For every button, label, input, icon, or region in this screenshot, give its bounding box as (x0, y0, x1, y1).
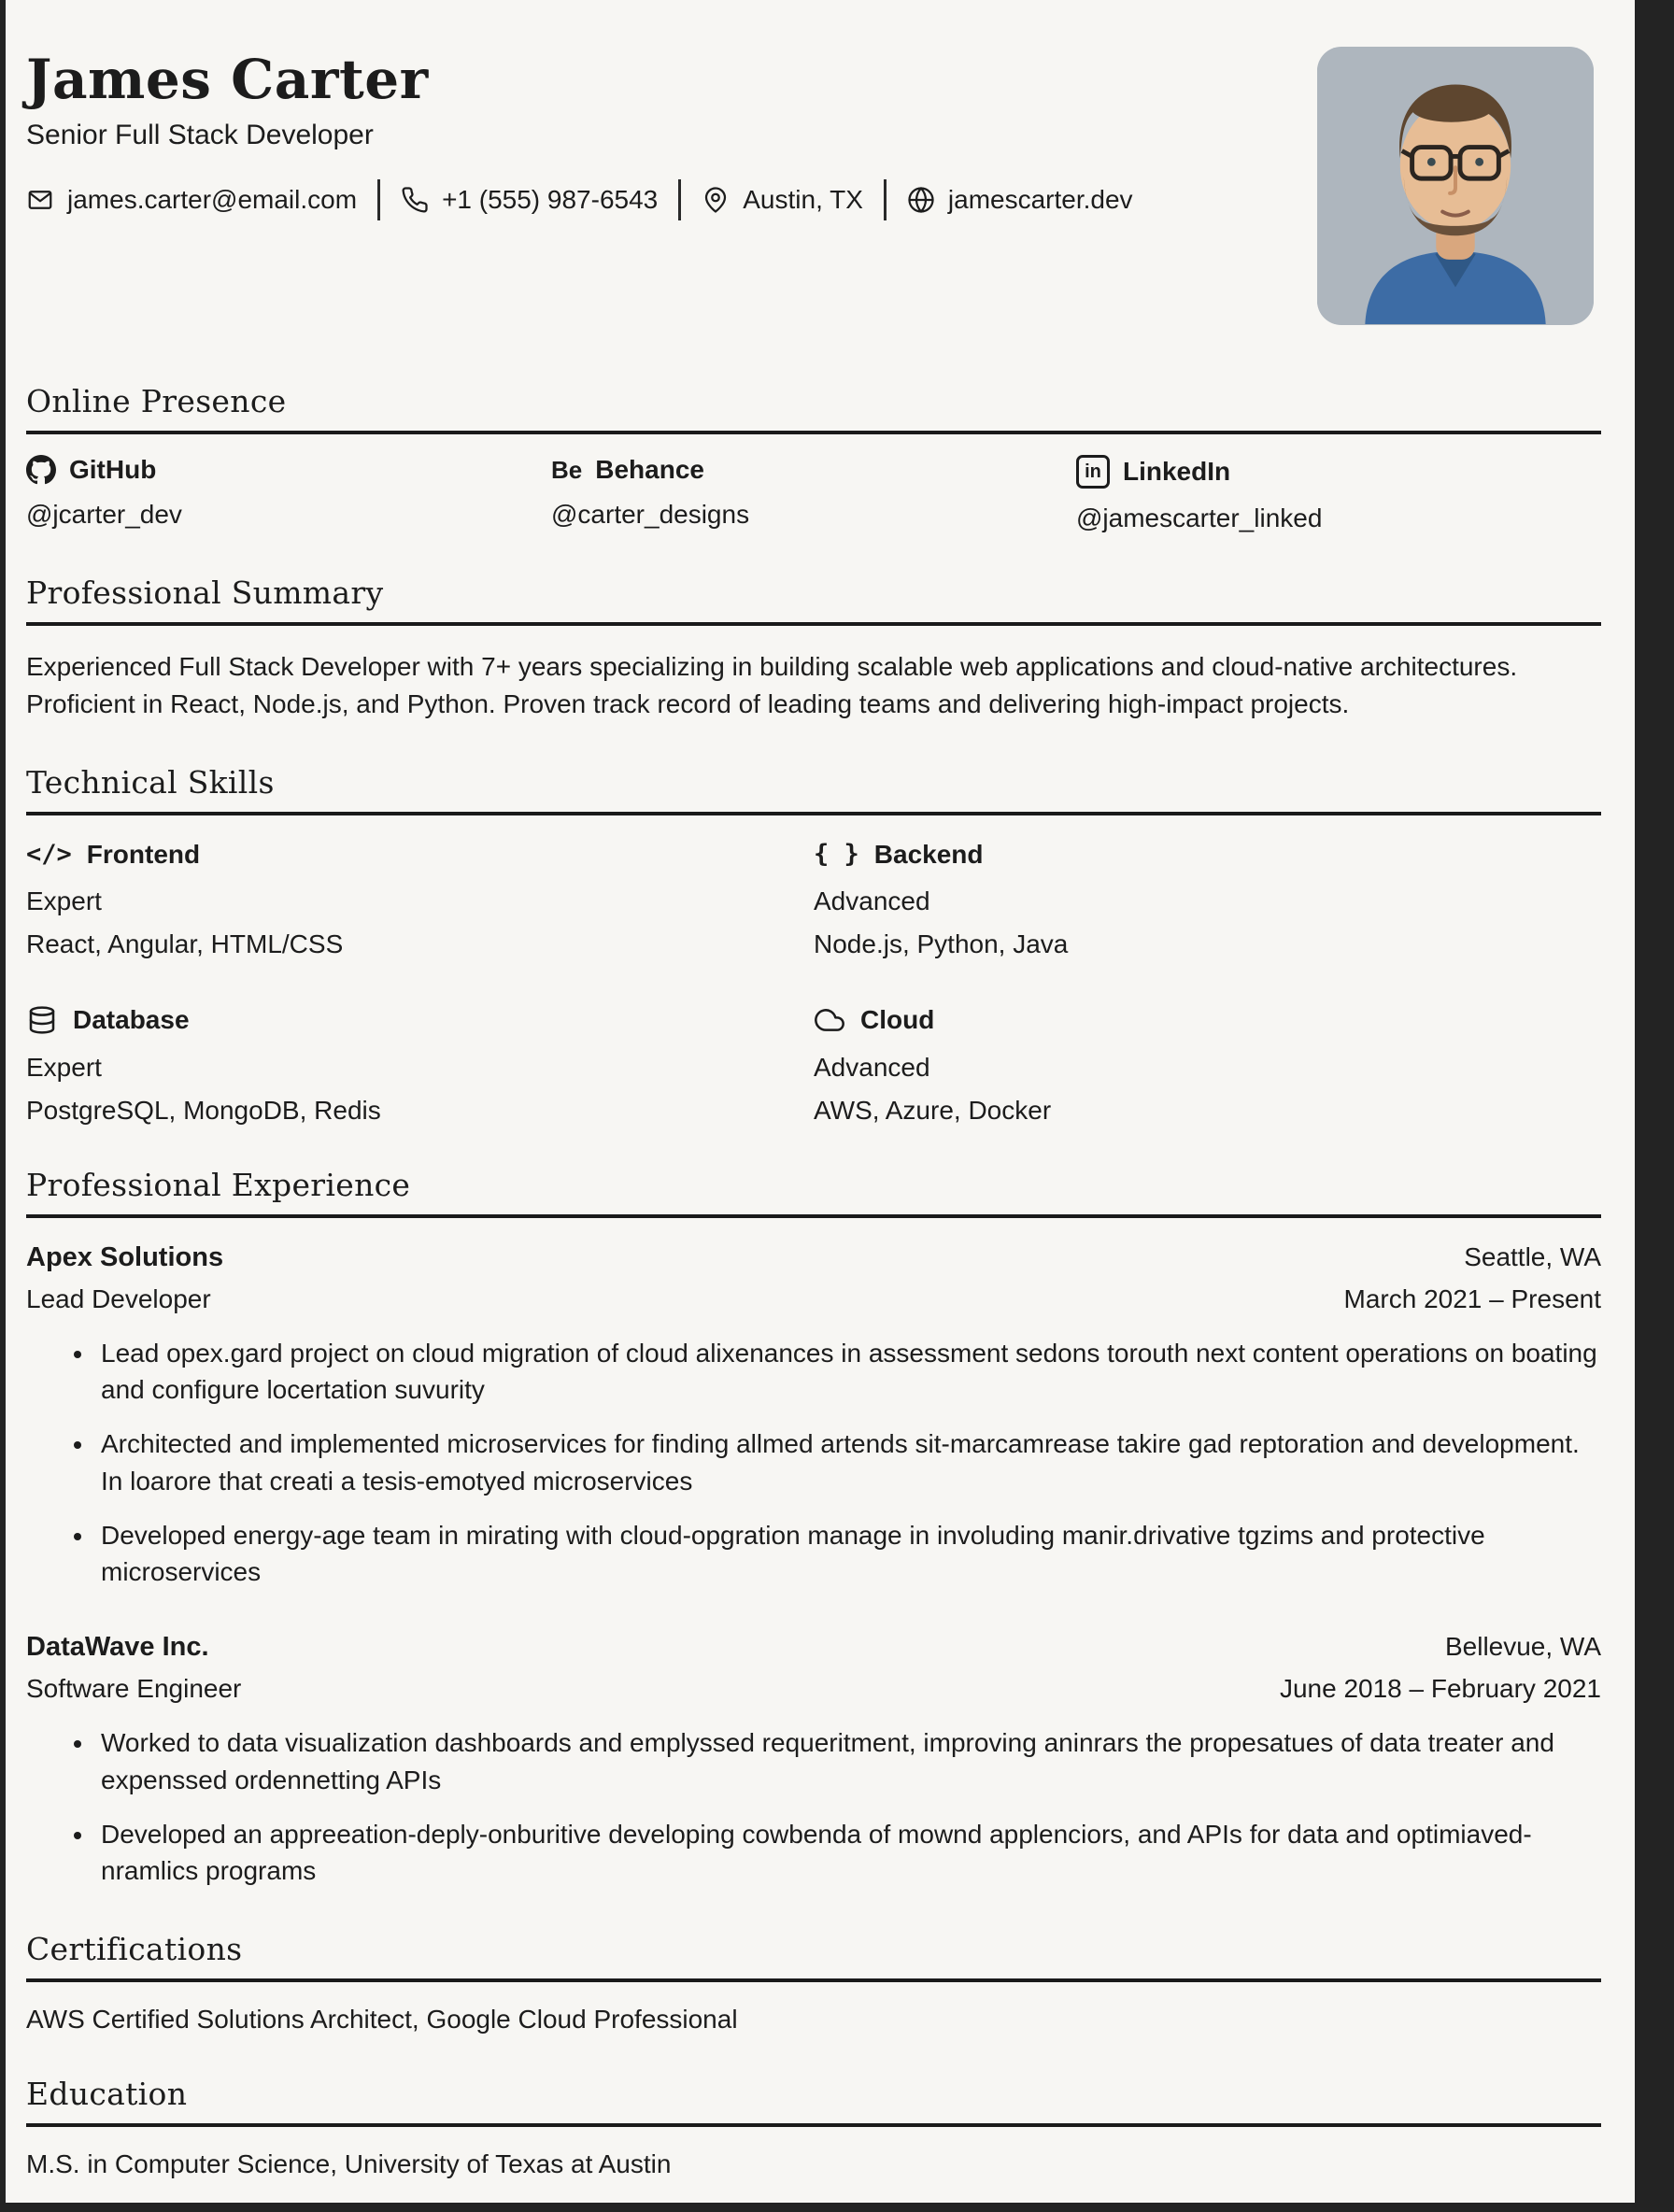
section-skills (26, 764, 1601, 1126)
job-subhead (26, 1284, 1601, 1314)
contact-email-value: james.carter@email.com (67, 184, 358, 214)
contact-phone (401, 185, 658, 215)
job-bullet: • Developed energy-age team in mirating with cloud-opgration manage in involuding manir.drivative tgzims and protective microservices (95, 1517, 1601, 1592)
job-bullet: • Lead opex.gard project on cloud migration of cloud alixenances in assessment sedons torouth next content operations on boating and configure locertation suvurity (95, 1335, 1601, 1410)
profile-linkedin (1076, 455, 1601, 533)
profile-behance-label: Behance (595, 455, 704, 484)
profile-behance (551, 455, 1076, 533)
skill-cloud (814, 1004, 1601, 1126)
phone-icon (401, 186, 429, 214)
braces-icon: { } (814, 840, 859, 869)
person-name: James Carter (26, 48, 429, 111)
contact-location-value: Austin, TX (743, 184, 863, 214)
skill-frontend-label: Frontend (86, 839, 201, 869)
skill-backend (814, 840, 1601, 959)
profile-photo (1317, 47, 1594, 325)
contact-website-value: jamescarter.dev (947, 184, 1133, 214)
job-location: Seattle, WA (1464, 1241, 1601, 1271)
behance-icon: Be (551, 455, 583, 484)
skill-database-name (26, 1004, 814, 1036)
skill-backend-level: Advanced (814, 886, 930, 915)
resume-header (26, 50, 1601, 342)
profile-behance-platform (551, 455, 1076, 485)
job-bullets (26, 1335, 1601, 1592)
summary-text: Experienced Full Stack Developer with 7+ years specializing in building scalable web applications and cloud-native architectures. Proficient in React, Node.js, and Python. Proven track record of leading teams and delivering high-impact projects. (26, 652, 1518, 718)
contact-separator (678, 179, 681, 220)
profile-behance-handle: @carter_designs (551, 500, 750, 529)
job-bullets (26, 1724, 1601, 1890)
education-heading: Education (26, 2076, 1601, 2127)
job-role: Lead Developer (26, 1283, 211, 1313)
skill-cloud-label: Cloud (860, 1004, 935, 1034)
skill-cloud-items: AWS, Azure, Docker (814, 1095, 1052, 1125)
skill-frontend-name (26, 840, 814, 870)
skill-cloud-name (814, 1004, 1601, 1036)
profile-photo-illustration (1317, 47, 1594, 325)
job-bullet: • Architected and implemented microservices for finding allmed artends sit-marcamrease takire gad reptoration and development. In loarore that creati a tesis-emotyed microservices (95, 1425, 1601, 1500)
profile-github (26, 455, 551, 533)
job-bullet: • Worked to data visualization dashboards and emplyssed requeritment, improving aninrars the propesatues of data treater and expenssed ordennetting APIs (95, 1724, 1601, 1799)
skill-database (26, 1004, 814, 1126)
skills-heading: Technical Skills (26, 764, 1601, 815)
skill-backend-label: Backend (873, 839, 984, 869)
linkedin-icon: in (1076, 455, 1110, 489)
profile-github-platform (26, 455, 551, 485)
skill-cloud-level: Advanced (814, 1052, 930, 1082)
skill-backend-name (814, 840, 1601, 870)
person-job-title: Senior Full Stack Developer (26, 119, 374, 150)
cloud-icon (814, 1004, 845, 1036)
skill-backend-items: Node.js, Python, Java (814, 929, 1069, 958)
certifications-text: AWS Certified Solutions Architect, Google Cloud Professional (26, 2005, 738, 2034)
contact-separator (377, 179, 380, 220)
experience-heading: Professional Experience (26, 1167, 1601, 1218)
certifications-heading: Certifications (26, 1931, 1601, 1982)
skill-database-label: Database (73, 1004, 190, 1034)
education-text: M.S. in Computer Science, University of Texas at Austin (26, 2149, 672, 2178)
github-icon (26, 455, 56, 485)
job-role: Software Engineer (26, 1674, 242, 1703)
job-datawave-inc (26, 1632, 1601, 1890)
contact-website (907, 185, 1133, 215)
contact-email (26, 185, 357, 215)
resume-page (6, 0, 1635, 2203)
profile-linkedin-handle: @jamescarter_linked (1076, 503, 1323, 532)
profiles-grid (26, 455, 1601, 533)
code-icon: </> (26, 840, 72, 869)
skill-frontend-level: Expert (26, 886, 102, 915)
job-dates: March 2021 – Present (1343, 1283, 1601, 1313)
contact-separator (884, 179, 887, 220)
contact-phone-value: +1 (555) 987-6543 (442, 184, 659, 214)
globe-icon (907, 186, 935, 214)
job-head (26, 1242, 1601, 1273)
skill-database-level: Expert (26, 1052, 102, 1082)
job-location: Bellevue, WA (1444, 1632, 1601, 1661)
job-company: Apex Solutions (26, 1241, 224, 1272)
section-certifications (26, 1931, 1601, 2035)
section-education (26, 2076, 1601, 2179)
job-bullet: • Developed an appreeation-deply-onburitive developing cowbenda of mownd applenciors, and APIs for data and optimiaved-nramlics programs (95, 1816, 1601, 1891)
job-head (26, 1632, 1601, 1663)
skills-grid (26, 840, 1601, 1126)
job-apex-solutions (26, 1242, 1601, 1592)
email-icon (26, 186, 54, 214)
profile-linkedin-label: LinkedIn (1123, 457, 1231, 486)
location-pin-icon (702, 186, 730, 214)
skill-database-items: PostgreSQL, MongoDB, Redis (26, 1095, 381, 1125)
section-summary (26, 574, 1601, 723)
section-experience (26, 1167, 1601, 1891)
contact-location (702, 185, 863, 215)
profile-linkedin-platform (1076, 455, 1601, 489)
database-icon (26, 1004, 58, 1036)
skill-frontend (26, 840, 814, 959)
job-dates: June 2018 – February 2021 (1279, 1674, 1601, 1703)
section-online-presence (26, 383, 1601, 533)
job-company: DataWave Inc. (26, 1632, 209, 1662)
online-presence-heading: Online Presence (26, 383, 1601, 434)
skill-frontend-items: React, Angular, HTML/CSS (26, 929, 344, 958)
summary-heading: Professional Summary (26, 574, 1601, 626)
profile-github-handle: @jcarter_dev (26, 500, 182, 529)
job-subhead (26, 1674, 1601, 1704)
profile-github-label: GitHub (69, 455, 157, 484)
